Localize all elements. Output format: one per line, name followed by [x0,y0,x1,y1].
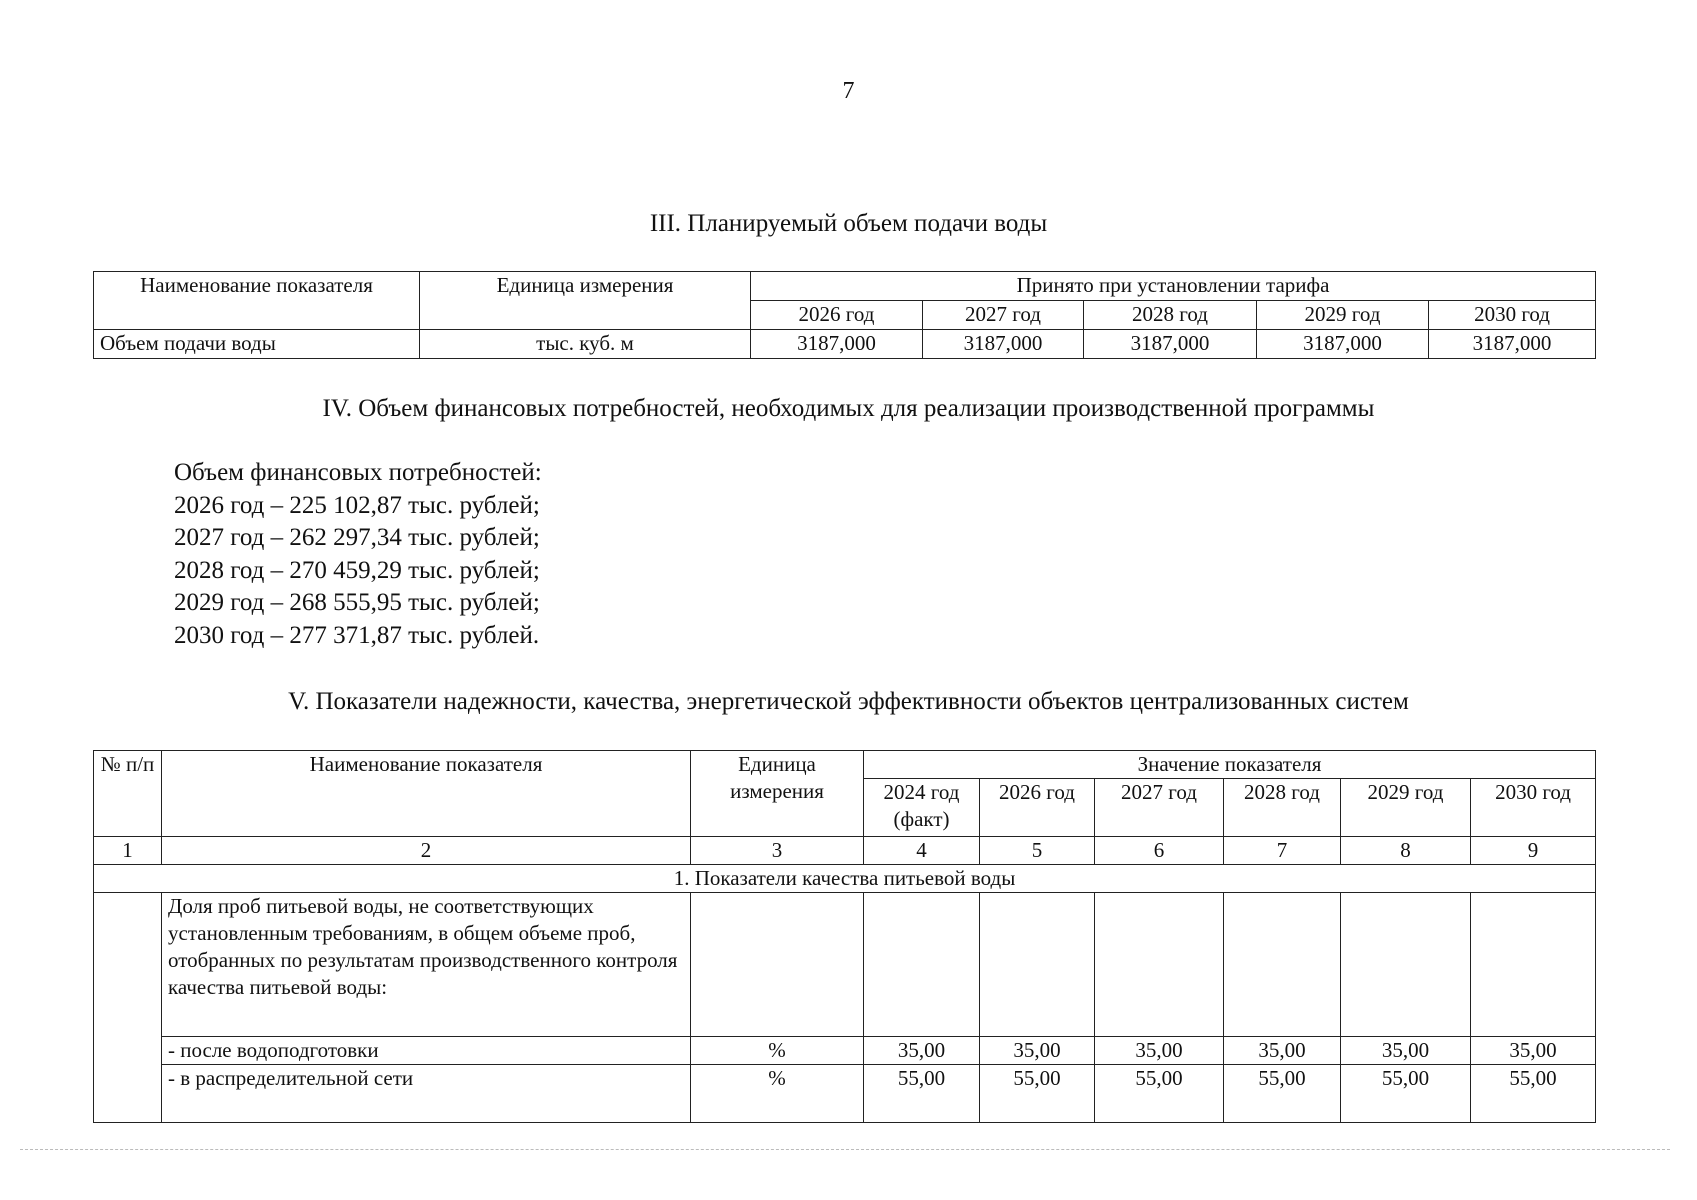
header-year: 2028 год [1224,779,1341,837]
row-value: 3187,000 [751,330,923,359]
index-cell: 7 [1224,837,1341,865]
table-row [94,330,1596,359]
row-number-cell [94,893,162,1123]
header-indicator-name: Наименование показателя [94,272,420,330]
row-value: 35,00 [980,1037,1095,1065]
header-value-group: Значение показателя [864,751,1596,779]
financial-needs-list [174,457,542,652]
row-value: 55,00 [1341,1065,1471,1123]
row-value: 3187,000 [923,330,1084,359]
header-unit: Единица измерения [420,272,751,330]
index-cell: 4 [864,837,980,865]
index-cell: 2 [162,837,691,865]
list-item: Объем финансовых потребностей: [174,459,542,486]
index-cell: 6 [1095,837,1224,865]
row-value: 3187,000 [1429,330,1596,359]
row-unit: % [691,1037,864,1065]
row-value: 55,00 [864,1065,980,1123]
table-row [94,1065,1596,1123]
row-name: Объем подачи воды [94,330,420,359]
header-year: 2027 год [1095,779,1224,837]
index-cell: 1 [94,837,162,865]
row-value: 3187,000 [1257,330,1429,359]
header-year: 2030 год [1471,779,1596,837]
indicators-table [93,750,1596,1123]
row-unit: тыс. куб. м [420,330,751,359]
header-year: 2030 год [1429,301,1596,330]
header-year: 2028 год [1084,301,1257,330]
list-item: 2027 год – 262 297,34 тыс. рублей; [174,524,540,551]
index-cell: 3 [691,837,864,865]
header-year: 2026 год [751,301,923,330]
header-year: 2024 год (факт) [864,779,980,837]
index-cell: 9 [1471,837,1596,865]
row-value: 35,00 [1095,1037,1224,1065]
header-unit: Единица измерения [691,751,864,837]
row-name: - в распределительной сети [162,1065,691,1123]
section4-heading: IV. Объем финансовых потребностей, необходимых для реализации производственной программы [322,395,1375,422]
row-value: 55,00 [980,1065,1095,1123]
indicator-name: Доля проб питьевой воды, не соответствующих установленным требованиям, в общем объеме проб, отобранных по результатам производственного контроля качества питьевой воды: [162,893,691,1037]
header-indicator-name: Наименование показателя [162,751,691,837]
row-value: 55,00 [1095,1065,1224,1123]
list-item: 2029 год – 268 555,95 тыс. рублей; [174,589,540,616]
row-value: 3187,000 [1084,330,1257,359]
list-item: 2028 год – 270 459,29 тыс. рублей; [174,556,540,584]
index-cell: 8 [1341,837,1471,865]
row-value: 55,00 [1471,1065,1596,1123]
header-year: 2027 год [923,301,1084,330]
group-title: 1. Показатели качества питьевой воды [94,865,1596,893]
list-item: 2030 год – 277 371,87 тыс. рублей. [174,621,540,649]
row-value: 35,00 [1224,1037,1341,1065]
page-number: 7 [842,78,855,104]
section3-heading: III. Планируемый объем подачи воды [649,210,1048,237]
row-value: 35,00 [864,1037,980,1065]
row-value: 35,00 [1471,1037,1596,1065]
water-supply-table [93,271,1596,359]
row-value: 55,00 [1224,1065,1341,1123]
index-row [94,837,1596,865]
header-tariff-group: Принято при установлении тарифа [751,272,1596,301]
row-value: 35,00 [1341,1037,1471,1065]
section5-heading: V. Показатели надежности, качества, энергетической эффективности объектов централизованных систем [288,688,1409,715]
row-name: - после водоподготовки [162,1037,691,1065]
header-year: 2029 год [1257,301,1429,330]
header-year: 2026 год [980,779,1095,837]
list-item: 2026 год – 225 102,87 тыс. рублей; [174,491,540,519]
table-row [94,1037,1596,1065]
header-year: 2029 год [1341,779,1471,837]
index-cell: 5 [980,837,1095,865]
header-number: № п/п [94,751,162,837]
row-unit: % [691,1065,864,1123]
page-divider [20,1149,1670,1150]
